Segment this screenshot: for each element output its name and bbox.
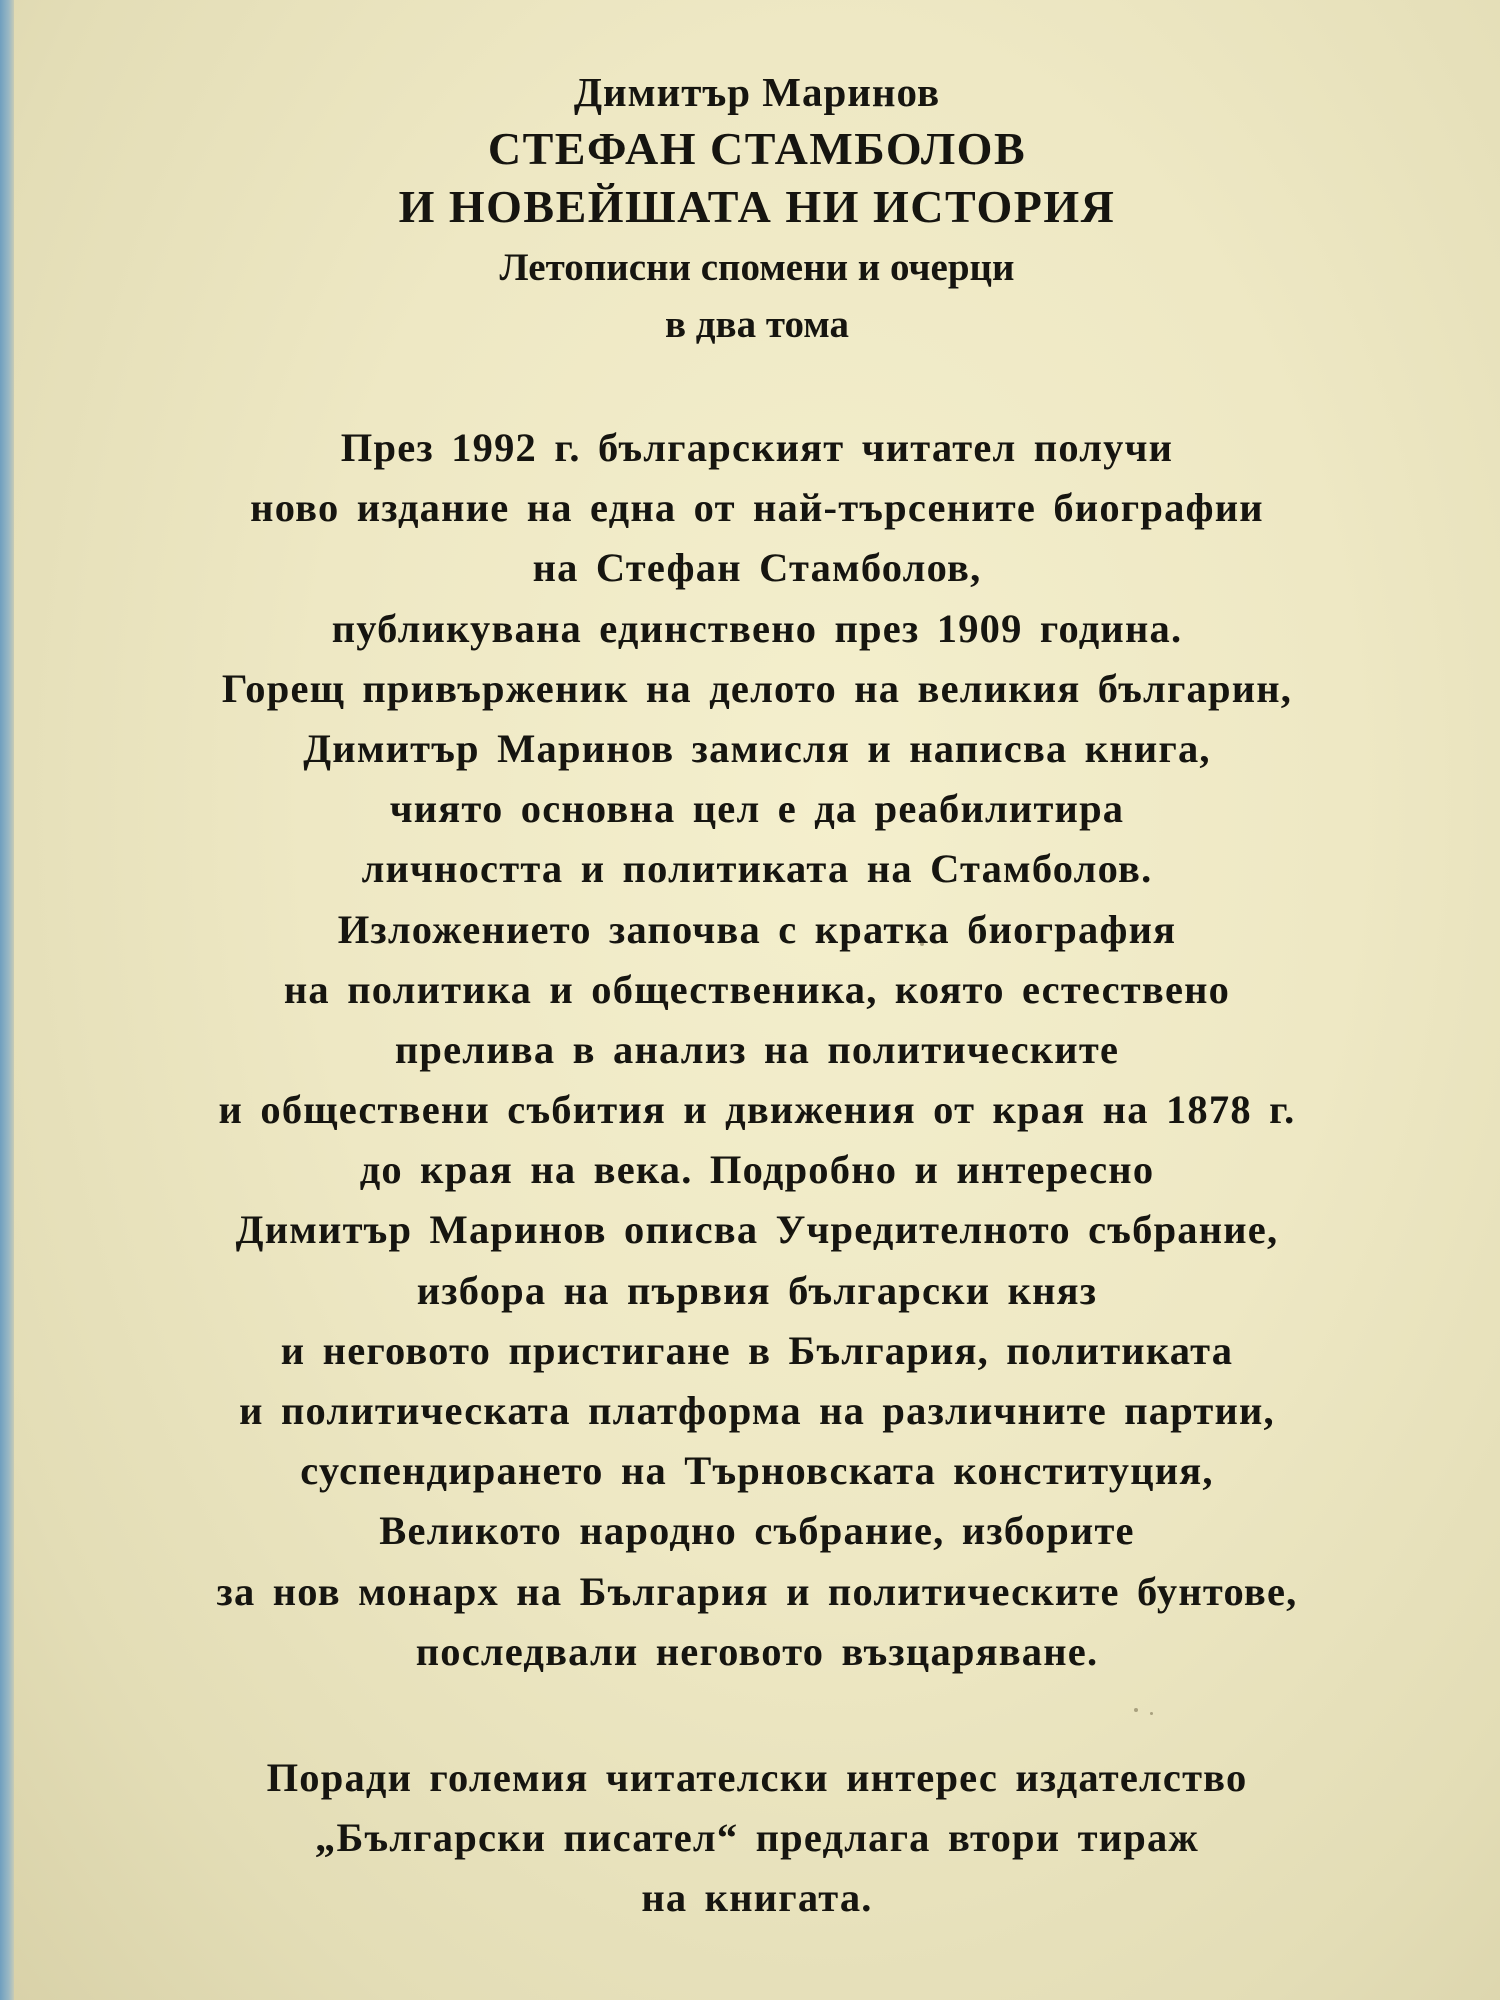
body-line: Димитър Маринов замисля и написва книга, [303, 725, 1211, 771]
body-line: Горещ привърженик на делото на великия българин, [221, 665, 1293, 711]
body-line: ново издание на една от най-търсените биографии [250, 485, 1264, 531]
body-line: Великото народно събрание, изборите [379, 1508, 1135, 1554]
body-line: на Стефан Стамболов, [532, 545, 982, 591]
body-line: чиято основна цел е да реабилитира [389, 786, 1125, 832]
description-paragraph [14, 418, 1500, 1682]
body-line: и обществени събития и движения от края на 1878 г. [218, 1087, 1296, 1133]
print-speck [920, 942, 924, 946]
body-line: Изложението започва с кратка биография [337, 906, 1177, 952]
body-line: избора на първия български княз [416, 1267, 1098, 1313]
author-name: Димитър Маринов [573, 69, 941, 115]
body-line: на политика и общественика, която естествено [283, 966, 1231, 1012]
print-speck [1134, 1708, 1138, 1712]
outro-line: „Български писател“ предлага втори тираж [315, 1815, 1199, 1860]
subtitle-line-1: Летописни спомени и очерци [499, 246, 1015, 289]
body-line: последвали неговото възцаряване. [415, 1628, 1099, 1674]
outro-line: на книгата. [641, 1875, 873, 1920]
body-line: и неговото пристигане в България, политиката [280, 1327, 1234, 1373]
subtitle-line-2: в два тома [664, 303, 850, 346]
body-line: за нов монарх на България и политическите бунтове, [216, 1568, 1298, 1614]
body-line: личността и политиката на Стамболов. [361, 846, 1153, 892]
body-line: суспендирането на Търновската конституция, [300, 1448, 1214, 1494]
body-line: Димитър Маринов описва Учредителното събрание, [235, 1207, 1279, 1253]
body-line: прелива в анализ на политическите [394, 1026, 1120, 1072]
print-speck [1150, 1712, 1153, 1715]
body-line: и политическата платформа на различните партии, [239, 1388, 1275, 1433]
book-back-cover [14, 0, 1500, 2000]
publisher-note [14, 1748, 1500, 1928]
title-line-2: И НОВЕЙШАТА НИ ИСТОРИЯ [398, 181, 1116, 232]
body-line: публикувана единствено през 1909 година. [331, 605, 1183, 651]
outro-line: Поради големия читателски интерес издателство [266, 1755, 1248, 1800]
title-line-1: СТЕФАН СТАМБОЛОВ [487, 123, 1027, 174]
body-line: През 1992 г. българският читател получи [340, 425, 1174, 470]
body-line: до края на века. Подробно и интересно [359, 1147, 1155, 1193]
